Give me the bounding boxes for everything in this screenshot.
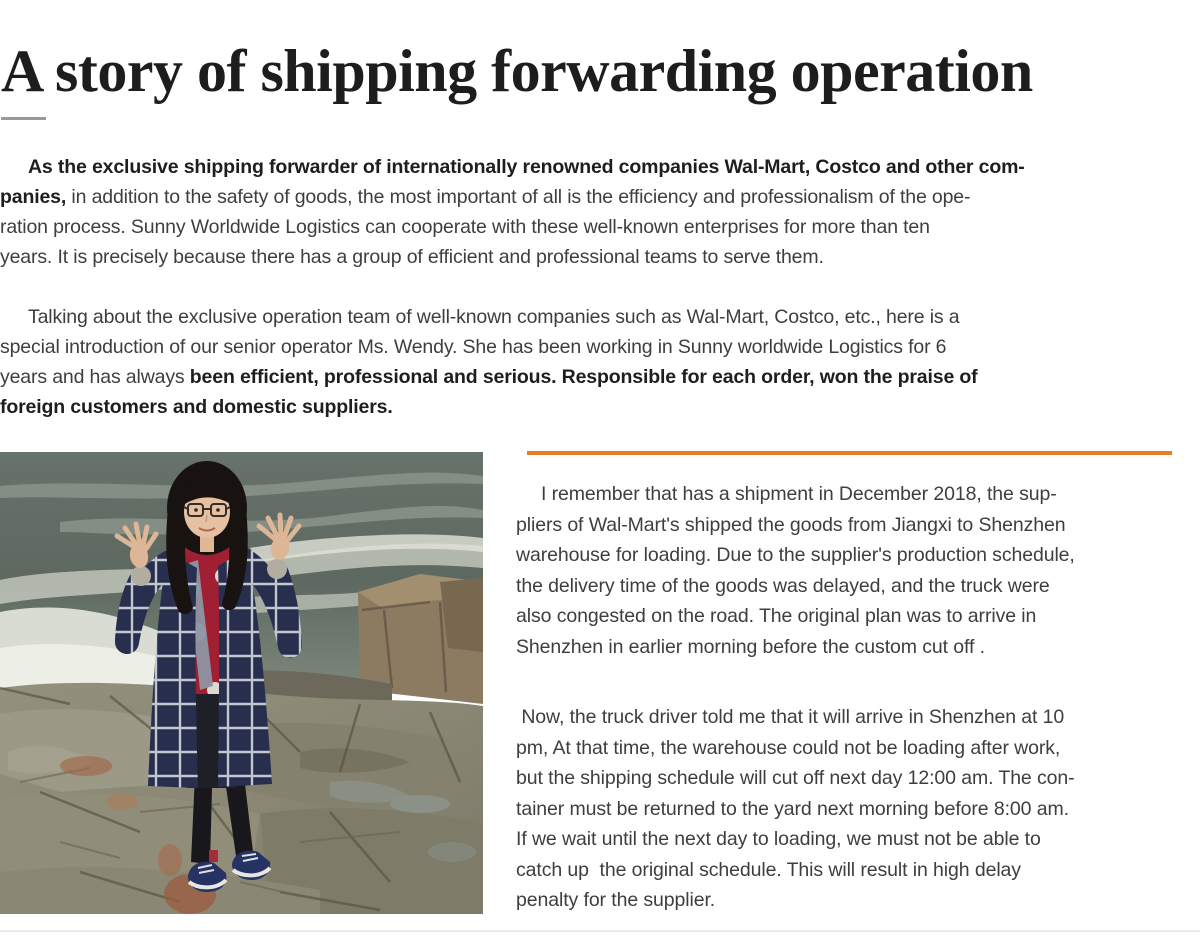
bold-text-run: As the exclusive shipping forwarder of internationally renowned companies Wal-Mart, Costco and other com- [28, 156, 1025, 178]
text-run: warehouse for loading. Due to the supplier's production schedule, [516, 544, 1075, 566]
paragraph [516, 479, 1200, 662]
operator-photo [0, 452, 483, 914]
text-run: pm, At that time, the warehouse could not be loading after work, [516, 736, 1061, 759]
right-cuff [267, 559, 287, 579]
text-run: also congested on the road. The original plan was to arrive in [516, 605, 1037, 627]
red-sock [209, 850, 218, 862]
text-run: years. It is precisely because there has a group of efficient and professional teams to serve them. [0, 246, 824, 268]
text-run: Shenzhen in earlier morning before the custom cut off . [516, 635, 985, 658]
text-run: ration process. Sunny Worldwide Logistics can cooperate with these well-known enterprises for more than ten [0, 216, 930, 238]
story-section [516, 451, 1200, 935]
bold-text-run: been efficient, professional and serious. Responsible for each order, won the praise of [189, 366, 978, 388]
text-run: I remember that has a shipment in December 2018, the sup- [541, 483, 1057, 505]
text-run: in addition to the safety of goods, the most important of all is the efficiency and professionalism of the ope- [66, 186, 971, 208]
bottom-divider [0, 930, 1200, 932]
page-title: A story of shipping forwarding operation [1, 38, 1033, 104]
title-underline-rule [1, 117, 46, 120]
text-run: but the shipping schedule will cut off next day 12:00 am. The con- [516, 767, 1075, 789]
text-run: Now, the truck driver told me that it will arrive in Shenzhen at 10 [516, 706, 1065, 728]
left-cuff [131, 566, 151, 586]
paragraph [0, 302, 1195, 422]
bold-text-run: panies, [0, 186, 67, 208]
text-run: the delivery time of the goods was delayed, and the truck were [516, 574, 1050, 597]
paragraph [516, 702, 1200, 916]
text-run: penalty for the supplier. [516, 889, 716, 911]
text-run: If we wait until the next day to loading, we must not be able to [516, 828, 1041, 850]
intro-section [0, 152, 1195, 452]
accent-divider [527, 451, 1172, 455]
text-run: pliers of Wal-Mart's shipped the goods from Jiangxi to Shenzhen [516, 513, 1066, 536]
paragraph [0, 152, 1195, 272]
text-run: Talking about the exclusive operation team of well-known companies such as Wal-Mart, Costco, etc., here is a [28, 306, 960, 328]
text-run: special introduction of our senior operator Ms. Wendy. She has been working in Sunny worldwide Logistics for 6 [0, 336, 947, 358]
story-paragraphs [516, 479, 1200, 916]
seaside-photo-illustration [0, 452, 483, 914]
text-run: catch up the original schedule. This will result in high delay [516, 858, 1021, 881]
text-run: years and has always [0, 366, 190, 388]
rust-patch [60, 756, 112, 776]
text-run: tainer must be returned to the yard next morning before 8:00 am. [516, 797, 1069, 820]
bold-text-run: foreign customers and domestic suppliers. [0, 396, 393, 418]
